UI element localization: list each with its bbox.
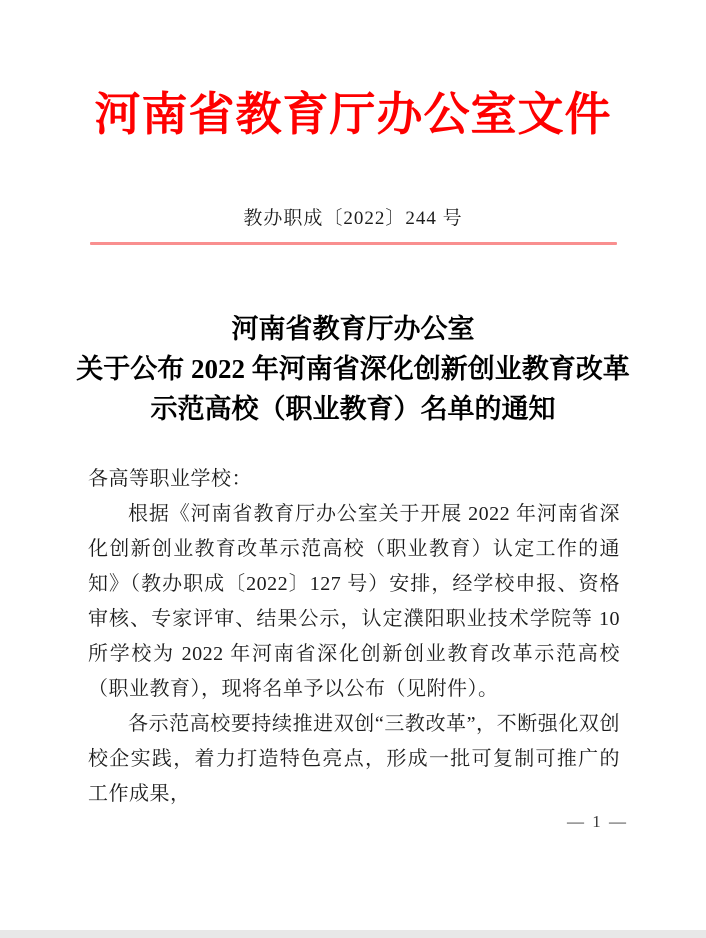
body-paragraph-1: 根据《河南省教育厅办公室关于开展 2022 年河南省深化创新创业教育改革示范高校（职业教育）认定工作的通知》（教办职成〔2022〕127 号）安排，经学校申报、资格审核、专家评审、结果公示，认定濮阳职业技术学院等 10 所学校为 2022 年河南省深化创新创业教育改革示范高校（职业教育），现将名单予以公布（见附件）。 — [88, 503, 620, 700]
notice-title — [0, 309, 706, 429]
document-header-title: 河南省教育厅办公室文件 — [94, 89, 612, 140]
document-number: 教办职成〔2022〕244 号 — [243, 208, 463, 229]
document-body — [88, 462, 620, 812]
page-number: — 1 — — [567, 812, 628, 831]
notice-title-line-1: 河南省教育厅办公室 — [231, 314, 475, 344]
salutation: 各高等职业学校： — [88, 468, 252, 490]
body-paragraph-2: 各示范高校要持续推进双创“三教改革”，不断强化双创校企实践，着力打造特色亮点，形成一批可复制可推广的工作成果， — [88, 713, 620, 805]
notice-title-line-2: 关于公布 2022 年河南省深化创新创业教育改革 — [76, 354, 630, 384]
page-bottom-edge — [0, 930, 706, 938]
notice-title-line-3: 示范高校（职业教育）名单的通知 — [150, 394, 556, 424]
red-divider-line — [90, 242, 617, 245]
